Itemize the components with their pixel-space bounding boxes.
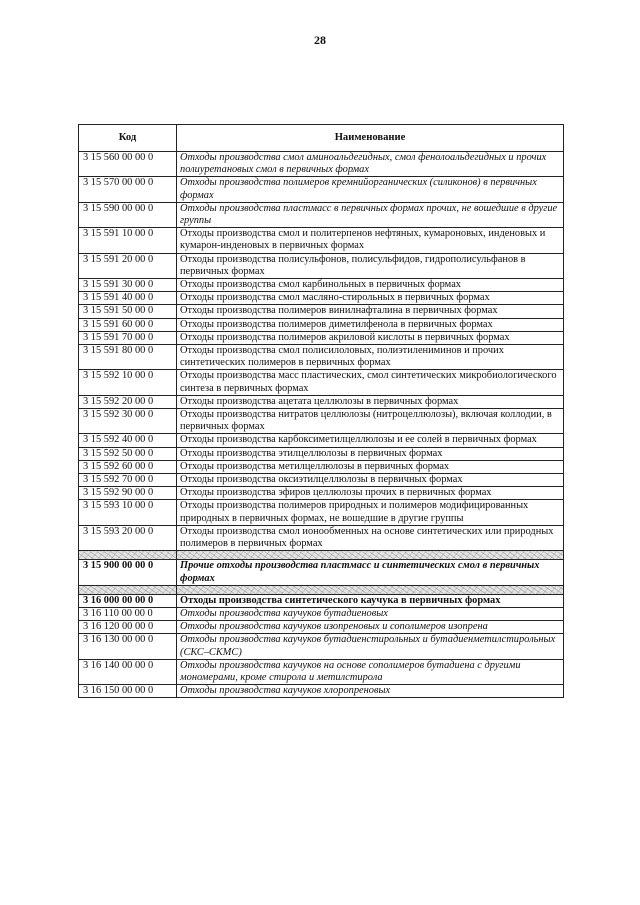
table-row — [79, 370, 564, 395]
row-code: 3 15 593 20 00 0 — [79, 525, 177, 550]
table-row — [79, 474, 564, 487]
row-name: Отходы производства смол аминоальдегидных, смол фенолоальдегидных и прочих полиуретановых смол в первичных формах — [177, 152, 564, 177]
row-name: Отходы производства смол ионообменных на основе синтетических или природных полимеров в первичных формах — [177, 525, 564, 550]
row-code: 3 15 591 80 00 0 — [79, 345, 177, 370]
table-row — [79, 318, 564, 331]
table-row — [79, 447, 564, 460]
row-name: Отходы производства каучуков на основе сополимеров бутадиена с другими мономерами, кроме стирола и метилстирола — [177, 659, 564, 684]
row-code: 3 15 592 20 00 0 — [79, 395, 177, 408]
row-name: Отходы производства полимеров природных и полимеров модифицированных природных в первичных формах, не вошедшие в другие группы — [177, 500, 564, 525]
row-code — [79, 551, 177, 560]
row-name: Отходы производства полимеров диметилфенола в первичных формах — [177, 318, 564, 331]
row-code: 3 15 592 10 00 0 — [79, 370, 177, 395]
table-row — [79, 228, 564, 253]
table-row — [79, 305, 564, 318]
row-code: 3 15 592 90 00 0 — [79, 487, 177, 500]
table-row — [79, 685, 564, 698]
row-code: 3 15 590 00 00 0 — [79, 202, 177, 227]
row-code: 3 16 130 00 00 0 — [79, 634, 177, 659]
table-row — [79, 434, 564, 447]
row-code: 3 15 591 60 00 0 — [79, 318, 177, 331]
table-row — [79, 659, 564, 684]
row-name: Отходы производства эфиров целлюлозы прочих в первичных формах — [177, 487, 564, 500]
row-name: Отходы производства масс пластических, смол синтетических микробиологического синтеза в первичных формах — [177, 370, 564, 395]
row-name: Отходы производства каучуков изопреновых и сополимеров изопрена — [177, 621, 564, 634]
row-name: Отходы производства карбоксиметилцеллюлозы и ее солей в первичных формах — [177, 434, 564, 447]
row-name: Отходы производства нитратов целлюлозы (нитроцеллюлозы), включая коллодии, в первичных формах — [177, 409, 564, 434]
row-code: 3 15 592 60 00 0 — [79, 460, 177, 473]
table-row — [79, 621, 564, 634]
row-name: Отходы производства синтетического каучука в первичных формах — [177, 594, 564, 607]
row-name: Прочие отходы производства пластмасс и синтетических смол в первичных формах — [177, 560, 564, 585]
row-code: 3 15 591 10 00 0 — [79, 228, 177, 253]
row-code: 3 15 591 30 00 0 — [79, 279, 177, 292]
row-code: 3 15 591 20 00 0 — [79, 253, 177, 278]
row-name: Отходы производства полимеров кремнийорганических (силиконов) в первичных формах — [177, 177, 564, 202]
row-name: Отходы производства полимеров акриловой кислоты в первичных формах — [177, 331, 564, 344]
table-row — [79, 292, 564, 305]
table-row — [79, 177, 564, 202]
table-row — [79, 525, 564, 550]
row-code: 3 15 592 40 00 0 — [79, 434, 177, 447]
row-code: 3 16 150 00 00 0 — [79, 685, 177, 698]
row-name: Отходы производства каучуков хлоропреновых — [177, 685, 564, 698]
row-code: 3 15 570 00 00 0 — [79, 177, 177, 202]
row-name: Отходы производства метилцеллюлозы в первичных формах — [177, 460, 564, 473]
table-row — [79, 500, 564, 525]
row-name — [177, 585, 564, 594]
table-row — [79, 560, 564, 585]
row-code: 3 15 592 70 00 0 — [79, 474, 177, 487]
row-code: 3 15 592 30 00 0 — [79, 409, 177, 434]
row-code — [79, 585, 177, 594]
row-code: 3 16 110 00 00 0 — [79, 607, 177, 620]
row-name: Отходы производства смол масляно-стирольных в первичных формах — [177, 292, 564, 305]
row-code: 3 16 000 00 00 0 — [79, 594, 177, 607]
waste-classification-table — [78, 124, 564, 698]
table-row — [79, 594, 564, 607]
header-name: Наименование — [177, 125, 564, 152]
row-code: 3 16 140 00 00 0 — [79, 659, 177, 684]
row-name: Отходы производства полимеров винилнафталина в первичных формах — [177, 305, 564, 318]
row-code: 3 15 592 50 00 0 — [79, 447, 177, 460]
table-row — [79, 279, 564, 292]
header-code: Код — [79, 125, 177, 152]
row-name: Отходы производства оксиэтилцеллюлозы в первичных формах — [177, 474, 564, 487]
separator-row — [79, 585, 564, 594]
table-row — [79, 460, 564, 473]
row-code: 3 15 900 00 00 0 — [79, 560, 177, 585]
row-name: Отходы производства смол и политерпенов нефтяных, кумароновых, инденовых и кумарон-инденовых в первичных формах — [177, 228, 564, 253]
table-row — [79, 345, 564, 370]
row-code: 3 16 120 00 00 0 — [79, 621, 177, 634]
table-body — [79, 152, 564, 698]
row-name: Отходы производства ацетата целлюлозы в первичных формах — [177, 395, 564, 408]
row-name: Отходы производства этилцеллюлозы в первичных формах — [177, 447, 564, 460]
row-name: Отходы производства каучуков бутадиеновых — [177, 607, 564, 620]
table-row — [79, 607, 564, 620]
separator-row — [79, 551, 564, 560]
row-name: Отходы производства каучуков бутадиенстирольных и бутадиенметилстирольных (СКС–СКМС) — [177, 634, 564, 659]
table-row — [79, 409, 564, 434]
table-row — [79, 152, 564, 177]
table-row — [79, 331, 564, 344]
table-row — [79, 202, 564, 227]
row-name — [177, 551, 564, 560]
row-code: 3 15 593 10 00 0 — [79, 500, 177, 525]
table-row — [79, 487, 564, 500]
table-header-row — [79, 125, 564, 152]
row-code: 3 15 591 70 00 0 — [79, 331, 177, 344]
row-name: Отходы производства смол полисилоловых, полиэтилениминов и прочих синтетических полимеров в первичных формах — [177, 345, 564, 370]
table-row — [79, 634, 564, 659]
table-row — [79, 395, 564, 408]
row-name: Отходы производства пластмасс в первичных формах прочих, не вошедшие в другие группы — [177, 202, 564, 227]
row-code: 3 15 591 40 00 0 — [79, 292, 177, 305]
row-name: Отходы производства полисульфонов, полисульфидов, гидрополисульфанов в первичных формах — [177, 253, 564, 278]
row-code: 3 15 560 00 00 0 — [79, 152, 177, 177]
table-row — [79, 253, 564, 278]
row-code: 3 15 591 50 00 0 — [79, 305, 177, 318]
row-name: Отходы производства смол карбинольных в первичных формах — [177, 279, 564, 292]
page-number: 28 — [314, 33, 326, 47]
